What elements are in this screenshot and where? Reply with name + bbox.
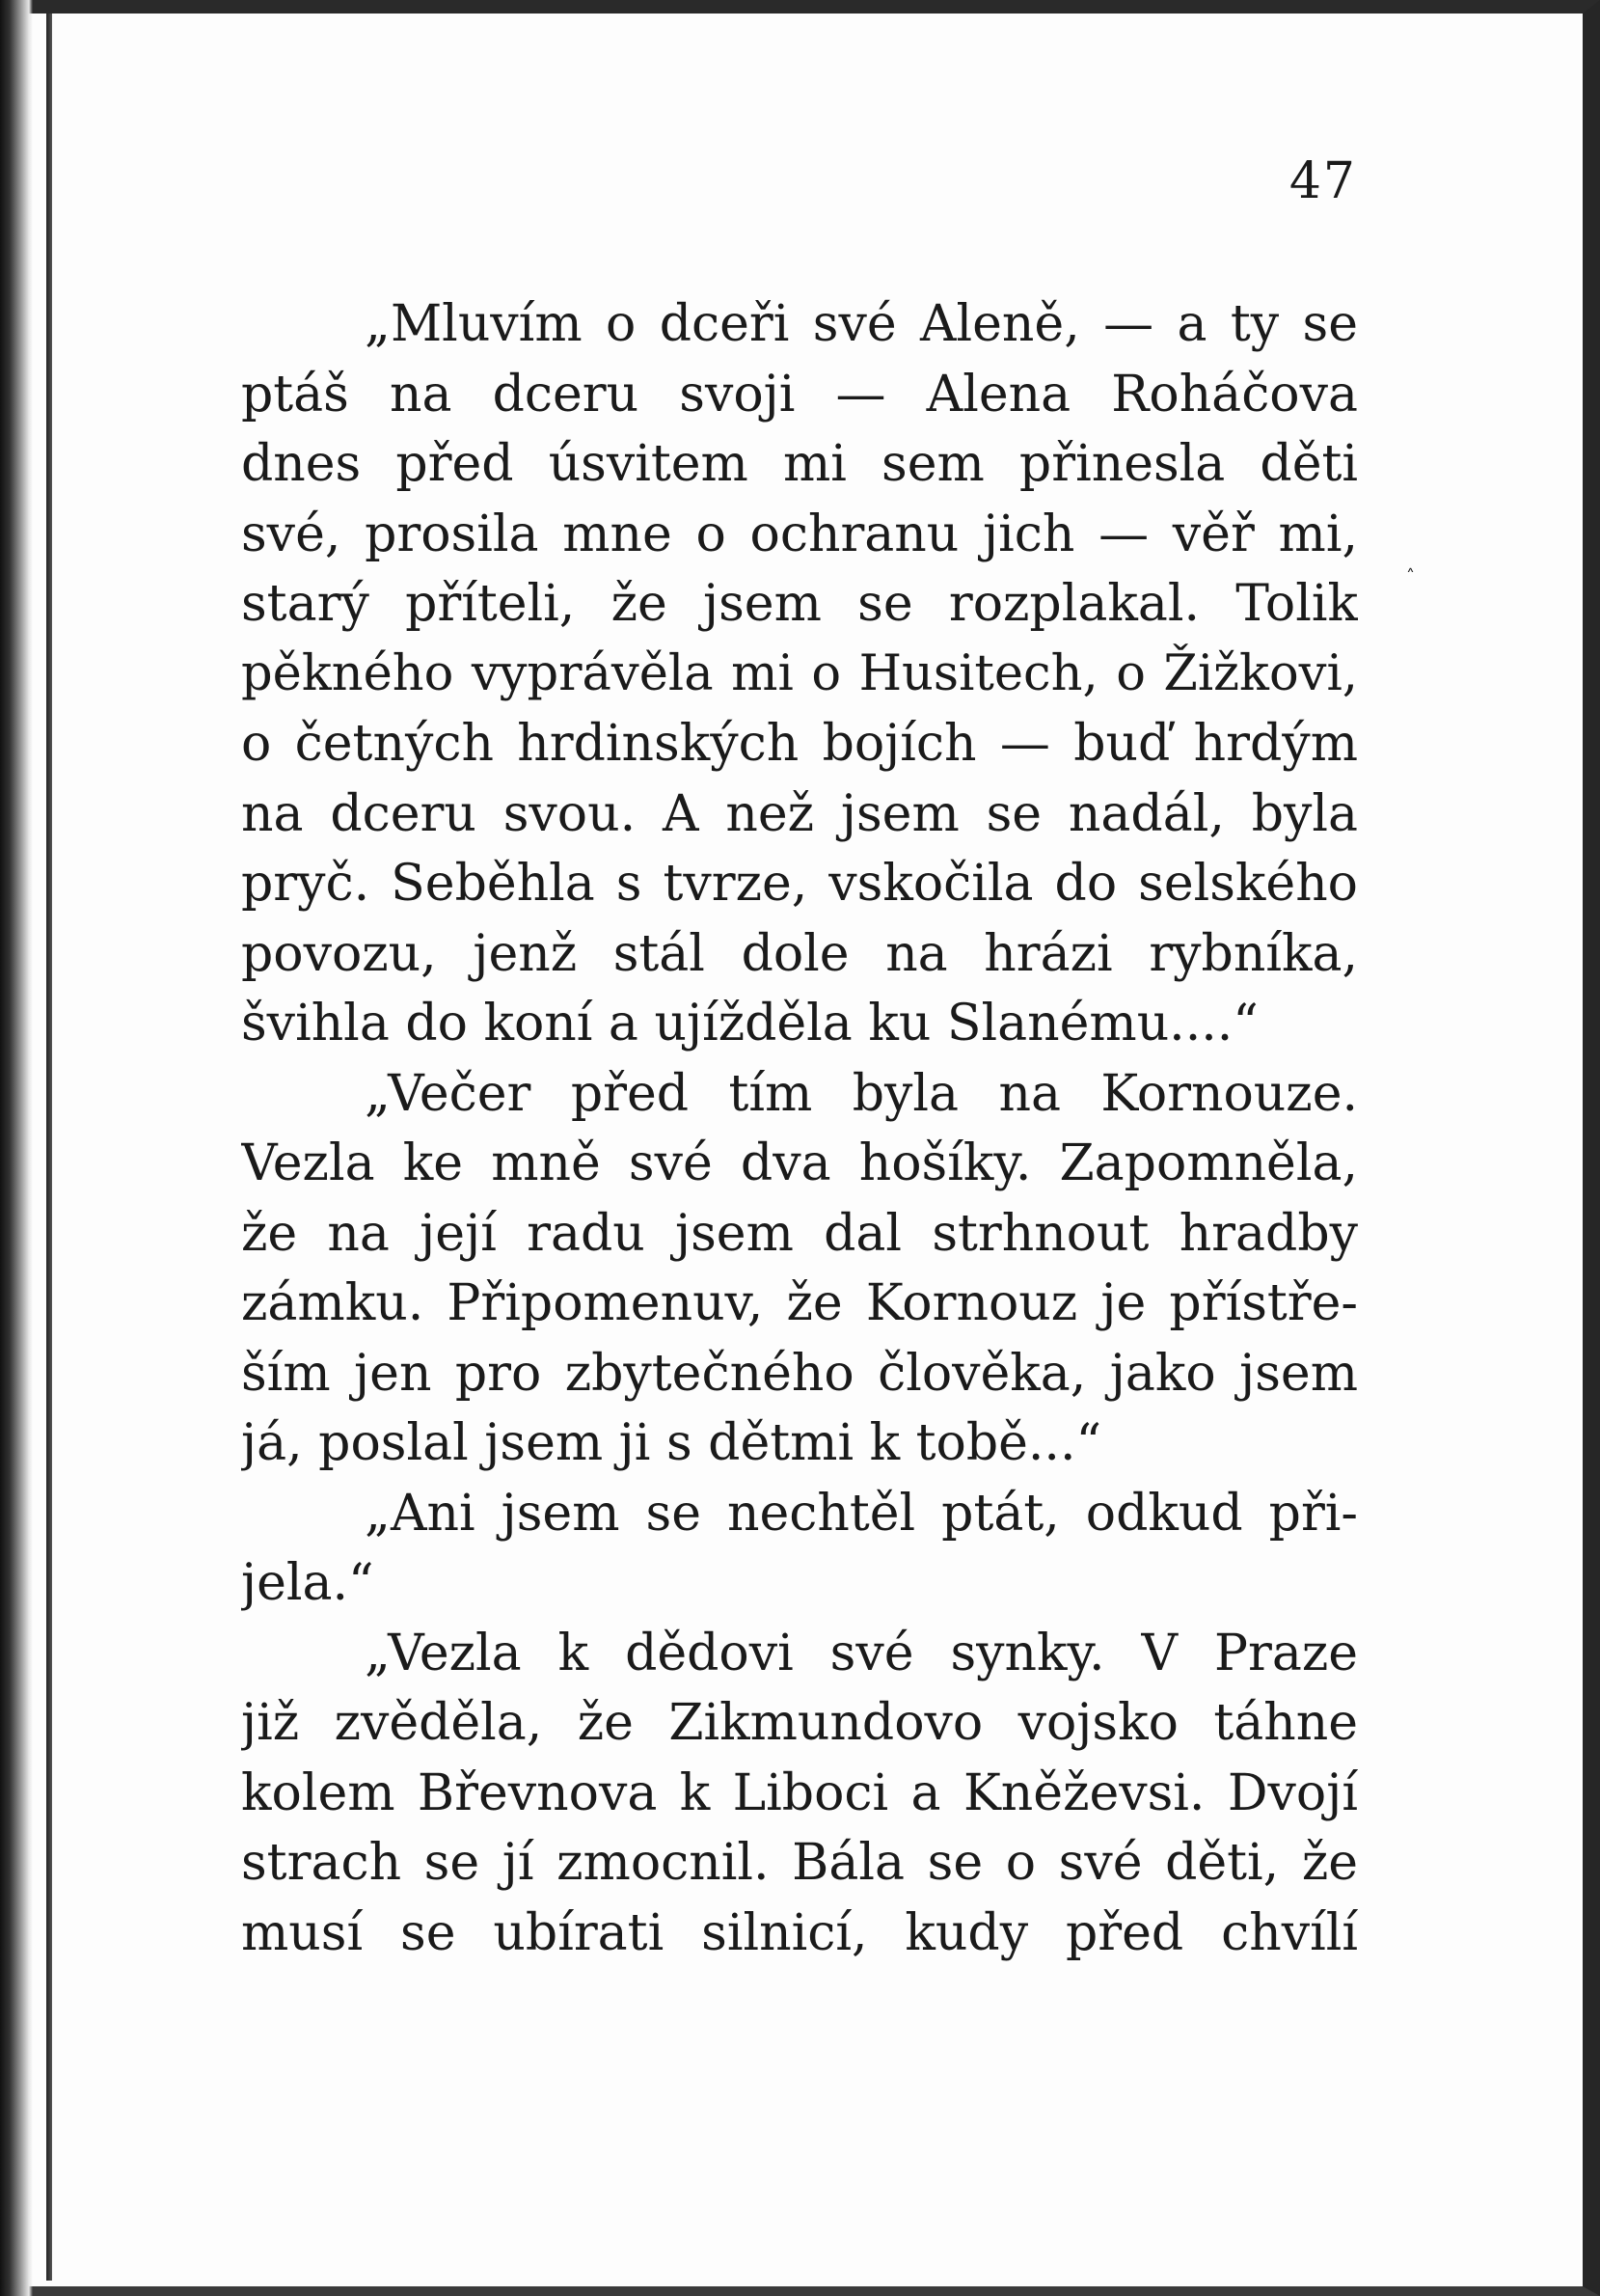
- page-number: 47: [1288, 152, 1357, 210]
- text-line: své, prosila mne o ochranu jich — věř mi,: [241, 505, 1358, 563]
- text-line: „Večer před tím byla na Kornouze.: [365, 1064, 1358, 1123]
- stray-mark: ˄: [1406, 566, 1415, 587]
- text-line: pěkného vyprávěla mi o Husitech, o Žižkovi,: [241, 644, 1358, 702]
- text-line: „Mluvím o dceři své Aleně, — a ty se: [365, 295, 1358, 353]
- text-line: ším jen pro zbytečného člověka, jako jsem: [241, 1344, 1358, 1403]
- text-line: „Ani jsem se nechtěl ptát, odkud při-: [365, 1484, 1358, 1543]
- text-line: kolem Břevnova k Liboci a Kněževsi. Dvojí: [241, 1763, 1358, 1822]
- text-line: že na její radu jsem dal strhnout hradby: [241, 1204, 1358, 1263]
- body-text: [241, 289, 1358, 1968]
- text-line: já, poslal jsem ji s dětmi k tobě...“: [241, 1414, 1102, 1472]
- text-line: o četných hrdinských bojích — buď hrdým: [241, 715, 1358, 773]
- text-line: ptáš na dceru svoji — Alena Roháčova: [241, 365, 1358, 424]
- text-line: zámku. Připomenuv, že Kornouz je přístře-: [241, 1274, 1358, 1332]
- text-line: jela.“: [241, 1554, 374, 1612]
- text-line: starý příteli, že jsem se rozplakal. Tolik: [241, 575, 1358, 633]
- text-line: „Vezla k dědovi své synky. V Praze: [365, 1624, 1358, 1682]
- text-line: švihla do koní a ujížděla ku Slanému....“: [241, 995, 1259, 1052]
- spine-shadow: [0, 0, 33, 2296]
- spine-line: [46, 14, 52, 2281]
- text-line: Vezla ke mně své dva hošíky. Zapomněla,: [241, 1134, 1358, 1192]
- text-line: strach se jí zmocnil. Bála se o své děti, že: [241, 1834, 1358, 1892]
- text-line: již zvěděla, že Zikmundovo vojsko táhne: [241, 1694, 1358, 1752]
- text-line: povozu, jenž stál dole na hrázi rybníka,: [241, 924, 1358, 983]
- text-line: musí se ubírati silnicí, kudy před chvílí: [241, 1903, 1358, 1962]
- text-line: dnes před úsvitem mi sem přinesla děti: [241, 435, 1358, 493]
- text-line: na dceru svou. A než jsem se nadál, byla: [241, 784, 1358, 843]
- text-line: pryč. Seběhla s tvrze, vskočila do selského: [241, 855, 1358, 913]
